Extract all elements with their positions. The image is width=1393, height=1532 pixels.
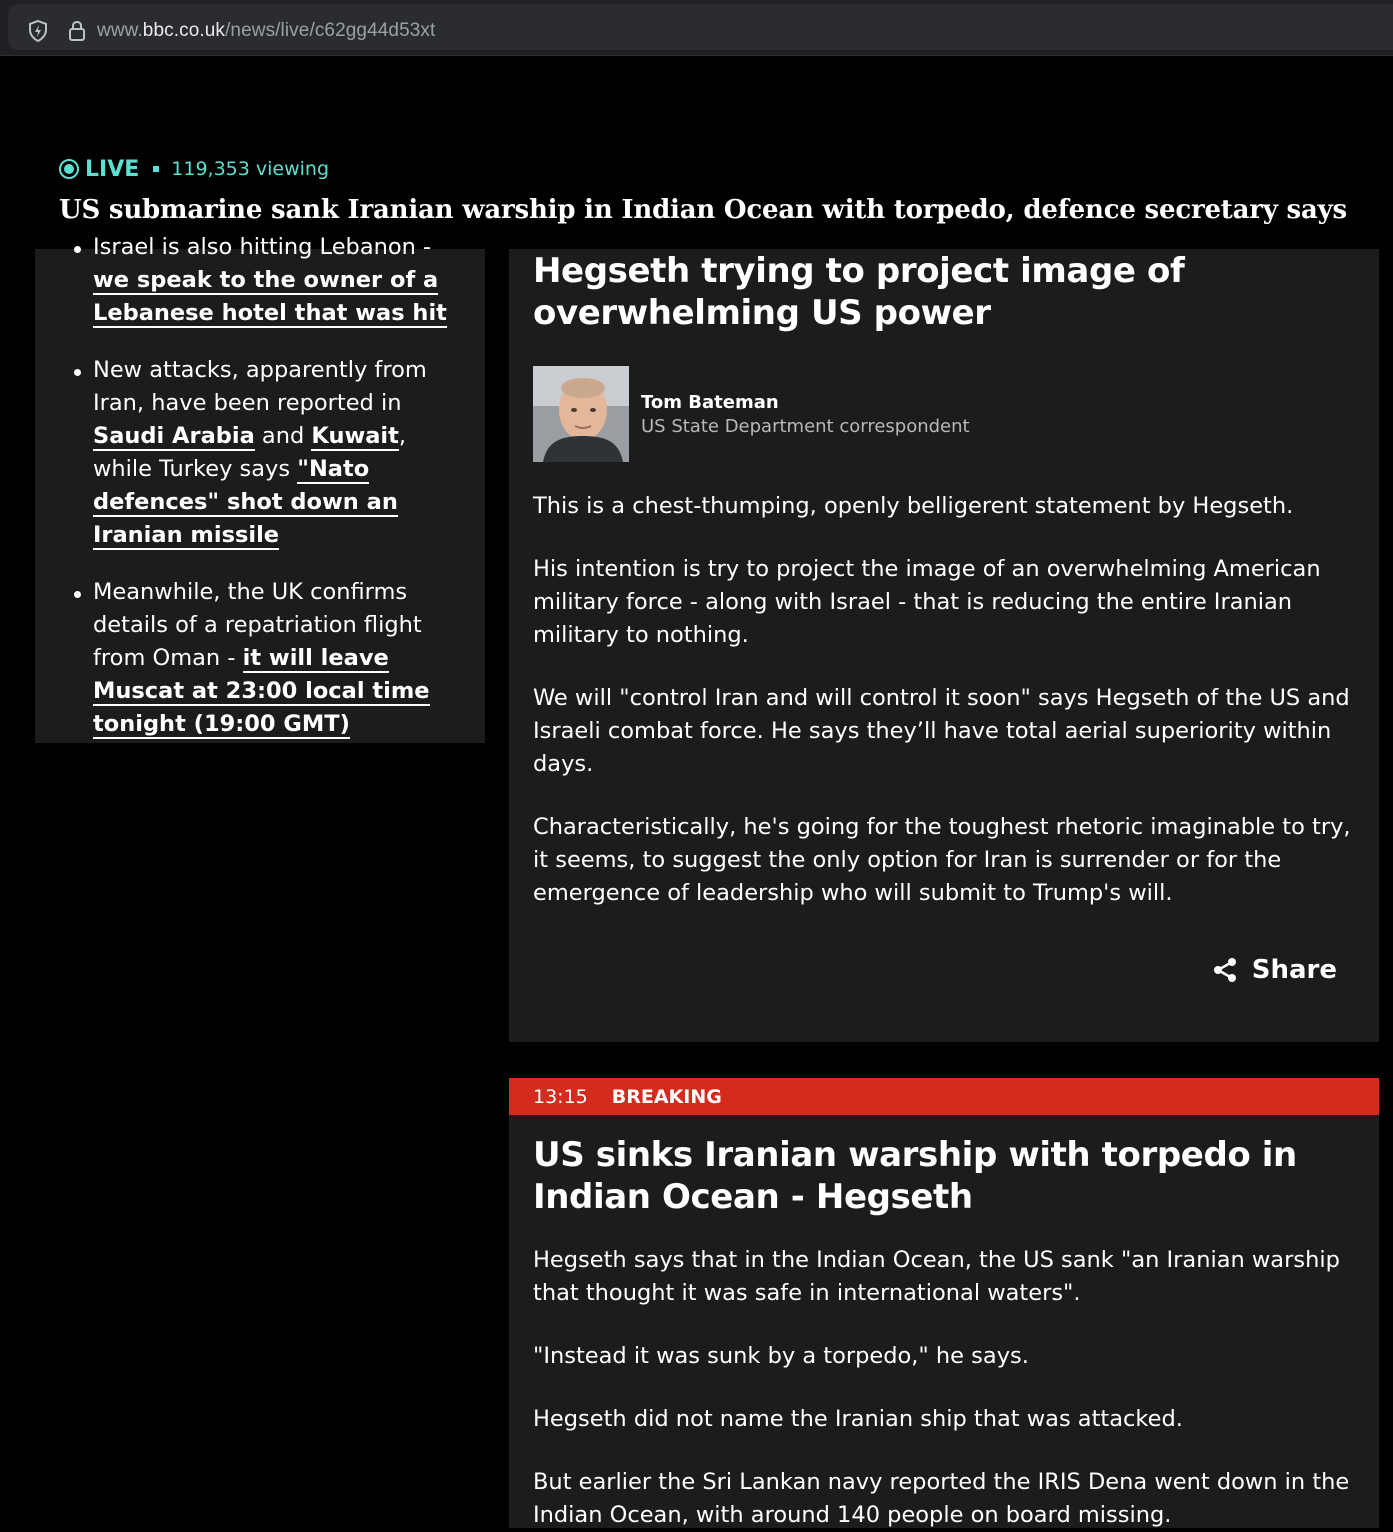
post-paragraph: Hegseth did not name the Iranian ship that was attacked. bbox=[533, 1406, 1183, 1432]
post-body bbox=[509, 1244, 1379, 1532]
share-button[interactable] bbox=[1212, 955, 1337, 985]
summary-link-nato-defences[interactable]: "Nato defences" shot down an Iranian missile bbox=[93, 456, 398, 548]
summary-link-saudi-arabia[interactable]: Saudi Arabia bbox=[93, 423, 255, 449]
viewer-count: 119,353 viewing bbox=[171, 158, 330, 180]
live-indicator-icon bbox=[59, 159, 79, 179]
author-byline bbox=[533, 366, 1355, 462]
lock-icon[interactable] bbox=[68, 20, 86, 42]
browser-url-bar bbox=[0, 0, 1393, 56]
post-paragraph: "Instead it was sunk by a torpedo," he says. bbox=[533, 1343, 1029, 1369]
breaking-bar bbox=[509, 1078, 1379, 1115]
live-post-breaking bbox=[509, 1115, 1379, 1528]
post-paragraph: Hegseth says that in the Indian Ocean, the US sank "an Iranian warship that thought it was safe in international waters". bbox=[533, 1247, 1340, 1306]
summary-item: New attacks, apparently from Iran, have been reported in Saudi Arabia and Kuwait, while Turkey says "Nato defences" shot down an Iranian missile bbox=[35, 354, 485, 552]
post-paragraph: Characteristically, he's going for the toughest rhetoric imaginable to try, it seems, to suggest the only option for Iran is surrender or for the emergence of leadership who will submit to Trump's will. bbox=[533, 814, 1351, 906]
summary-item: Israel is also hitting Lebanon - we speak to the owner of a Lebanese hotel that was hit bbox=[35, 231, 485, 330]
post-paragraph: But earlier the Sri Lankan navy reported the IRIS Dena went down in the Indian Ocean, with around 140 people on board missing. bbox=[533, 1469, 1350, 1528]
post-headline: Hegseth trying to project image of overwhelming US power bbox=[533, 251, 1185, 333]
share-label: Share bbox=[1251, 955, 1337, 985]
summary-list bbox=[35, 231, 485, 765]
shield-icon[interactable] bbox=[28, 20, 48, 42]
avatar-portrait bbox=[533, 366, 629, 462]
separator bbox=[153, 166, 159, 172]
live-label: LIVE bbox=[85, 156, 140, 182]
post-paragraph: This is a chest-thumping, openly belligerent statement by Hegseth. bbox=[533, 493, 1294, 519]
share-icon bbox=[1212, 957, 1238, 983]
page-title: US submarine sank Iranian warship in Indian Ocean with torpedo, defence secretary says bbox=[59, 195, 1347, 225]
post-paragraph: We will "control Iran and will control it soon" says Hegseth of the US and Israeli combat force. He says they’ll have total aerial superiority within days. bbox=[533, 685, 1350, 777]
author-name: Tom Bateman bbox=[641, 391, 779, 413]
url-text[interactable]: www.bbc.co.uk/news/live/c62gg44d53xt bbox=[97, 20, 436, 41]
byline-text bbox=[641, 392, 970, 437]
post-timestamp: 13:15 bbox=[533, 1085, 588, 1108]
address-field[interactable] bbox=[8, 4, 1393, 50]
post-headline: US sinks Iranian warship with torpedo in Indian Ocean - Hegseth bbox=[533, 1135, 1297, 1217]
author-avatar bbox=[533, 366, 629, 462]
live-status-row bbox=[59, 156, 329, 182]
live-post-analysis bbox=[509, 249, 1379, 1042]
summary-link-lebanon-hotel[interactable]: we speak to the owner of a Lebanese hotel that was hit bbox=[93, 267, 447, 326]
breaking-badge: BREAKING bbox=[611, 1085, 722, 1108]
summary-link-repatriation-flight[interactable]: it will leave Muscat at 23:00 local time tonight (19:00 GMT) bbox=[93, 645, 430, 737]
author-role: US State Department correspondent bbox=[641, 415, 970, 437]
post-paragraph: His intention is try to project the image of an overwhelming American military force - along with Israel - that is reducing the entire Iranian military to nothing. bbox=[533, 556, 1321, 648]
summary-panel bbox=[35, 234, 485, 743]
summary-link-kuwait[interactable]: Kuwait bbox=[311, 423, 399, 449]
post-body bbox=[509, 490, 1379, 910]
summary-item: Meanwhile, the UK confirms details of a repatriation flight from Oman - it will leave Muscat at 23:00 local time tonight (19:00 GMT) bbox=[35, 576, 485, 741]
